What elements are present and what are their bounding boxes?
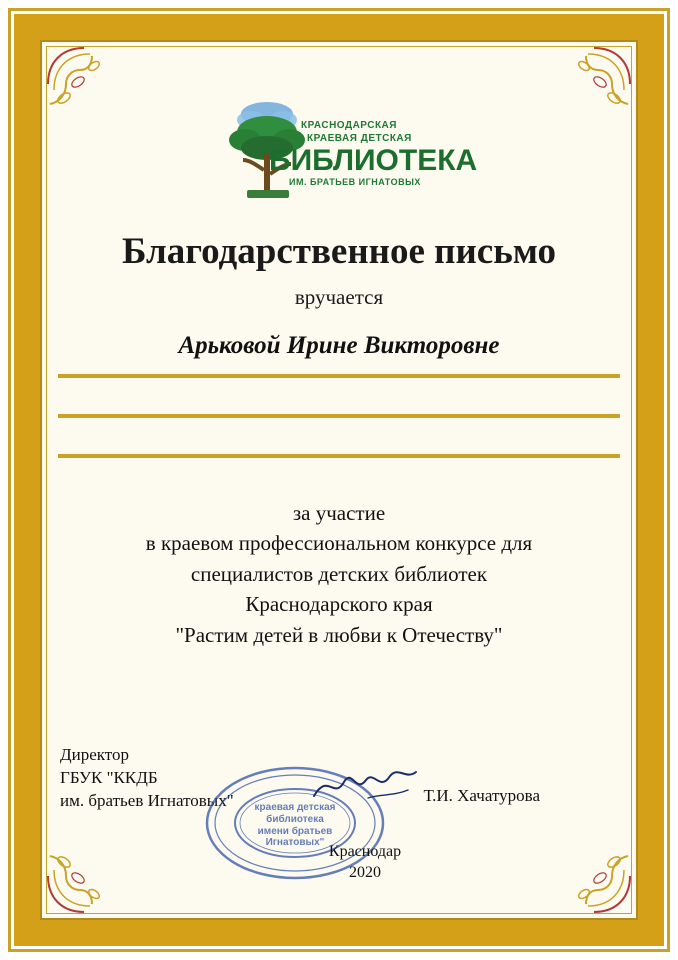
award-reason-line: "Растим детей в любви к Отечеству" (175, 622, 503, 647)
logo-line-2: КРАЕВАЯ ДЕТСКАЯ (307, 133, 412, 144)
logo-line-3: БИБЛИОТЕКА (269, 144, 478, 177)
rule-line (58, 454, 620, 458)
award-reason-line: специалистов детских библиотек (190, 561, 488, 586)
signature-block (60, 744, 540, 894)
awarded-to-label: вручается (294, 285, 384, 309)
issue-year: 2020 (349, 864, 381, 882)
stamp-line: Игнатовых" (265, 837, 325, 849)
stamp-line: библиотека (266, 813, 324, 825)
page-title: Благодарственное письмо (122, 231, 556, 272)
director-line: ГБУК "ККДБ (60, 767, 158, 787)
stamp-line: имени братьев (257, 825, 333, 837)
award-reason-line: Краснодарского края (245, 592, 433, 617)
director-line: им. братьев Игнатовых" (60, 790, 234, 810)
issue-place-and-year (300, 842, 430, 884)
issue-city: Краснодар (328, 843, 402, 861)
handwritten-signature-icon (310, 766, 420, 806)
award-reason (146, 498, 532, 650)
stamp-line: краевая детская (254, 802, 336, 813)
recipient-name: Арьковой Ирине Викторовне (178, 332, 500, 359)
director-line: Директор (60, 745, 129, 764)
rule-line (58, 374, 620, 378)
logo-line-4: ИМ. БРАТЬЕВ ИГНАТОВЫХ (289, 177, 421, 187)
rule-line (58, 414, 620, 418)
logo-line-1: КРАСНОДАРСКАЯ (301, 120, 397, 131)
award-reason-line: в краевом профессиональном конкурсе для (145, 531, 533, 556)
recipient-rule-group (58, 366, 620, 494)
signer-name: Т.И. Хачатурова (423, 786, 540, 805)
award-reason-line: за участие (292, 501, 386, 525)
library-logo (209, 92, 478, 212)
